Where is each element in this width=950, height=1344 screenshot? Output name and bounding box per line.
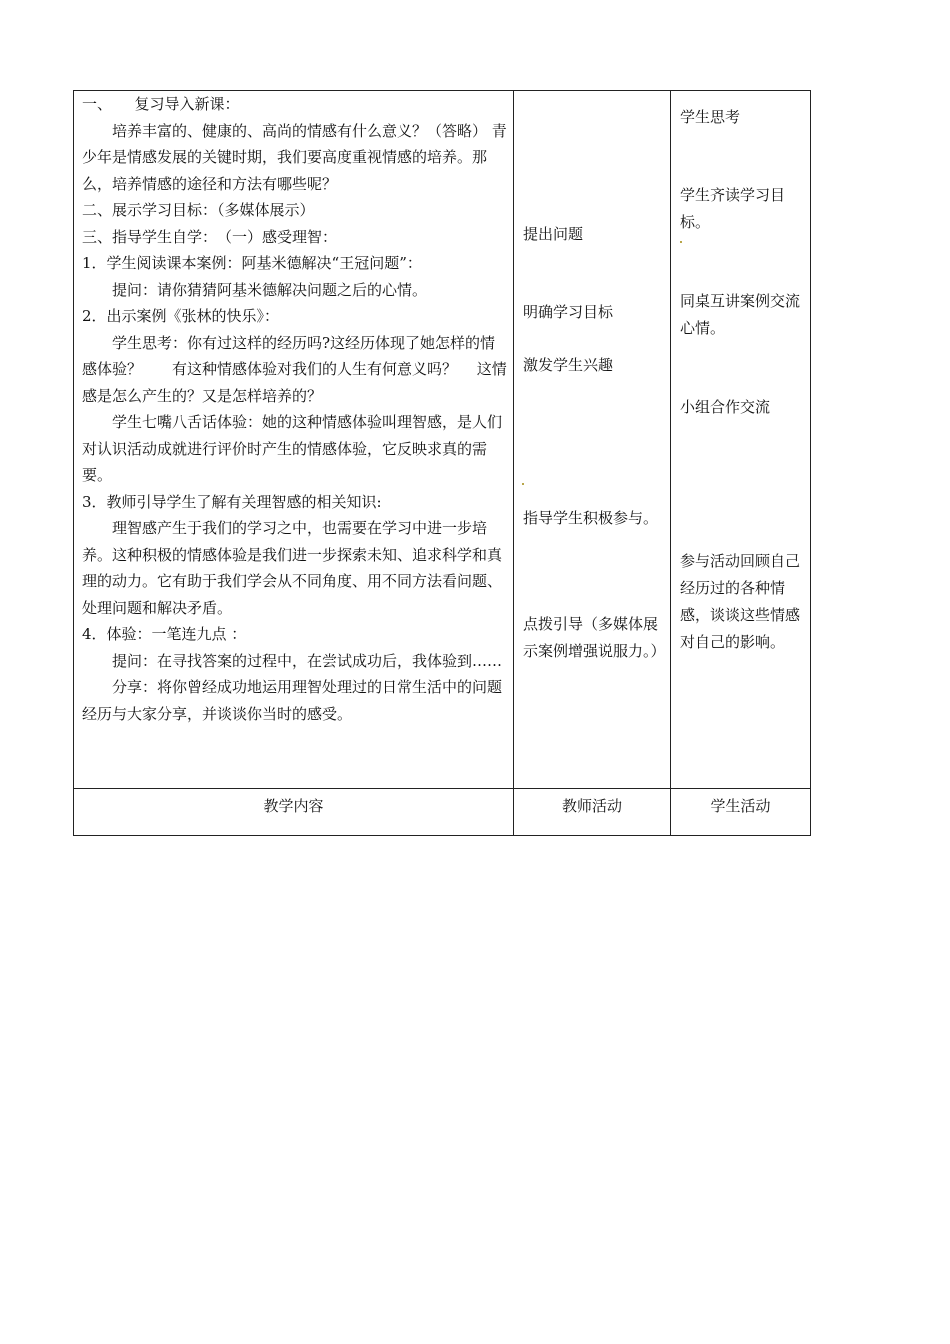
student-item: 学生齐读学习目标。	[680, 186, 786, 231]
content-row	[74, 91, 811, 789]
header-row	[74, 789, 811, 836]
speck-mark	[680, 241, 682, 243]
teacher-item: 激发学生兴趣	[523, 356, 614, 374]
student-activity-cell	[671, 91, 811, 789]
student-item: 同桌互讲案例交流心情。	[680, 292, 801, 337]
header-teaching-content: 教学内容	[74, 789, 514, 836]
teacher-item: 点拨引导（多媒体展示案例增强说服力。）	[523, 615, 666, 660]
content-line: 提问：在寻找答案的过程中，在尝试成功后，我体验到……	[112, 651, 503, 670]
lesson-table	[73, 90, 811, 836]
student-item: 小组合作交流	[680, 398, 771, 416]
content-line: 提问：请你猜猜阿基米德解决问题之后的心情。	[112, 280, 428, 299]
student-item: 学生思考	[680, 108, 741, 126]
content-line: 1．学生阅读课本案例：阿基米德解决“王冠问题”：	[82, 254, 422, 272]
student-activity	[671, 91, 810, 788]
teaching-content-cell	[74, 91, 514, 789]
content-line: 二、展示学习目标：（多媒体展示）	[82, 201, 315, 219]
content-line: 4．体验：一笔连九点 ：	[82, 625, 247, 643]
content-line: 三、指导学生自学： （一）感受理智：	[82, 227, 338, 246]
teacher-item: 提出问题	[523, 225, 584, 243]
content-line: 培养丰富的、健康的、高尚的情感有什么意义？（答略） 青少年是情感发展的关键时期，我们要高度重视情感的培养。那么，培养情感的途径和方法有哪些呢？	[82, 121, 507, 193]
content-line: 学生思考：你有过这样的经历吗?这经历体现了她怎样的情感体验？ 有这种情感体验对我们的人生有何意义吗？ 这情感是怎么产生的？又是怎样培养的？	[82, 333, 507, 405]
content-line: 一、 复习导入新课：	[82, 95, 240, 113]
teacher-item: 明确学习目标	[523, 303, 614, 321]
header-teacher-activity: 教师活动	[514, 789, 671, 836]
teaching-content	[74, 91, 513, 727]
student-item: 参与活动回顾自己经历过的各种情感，谈谈这些情感对自己的影响。	[680, 552, 801, 651]
content-line: 分享：将你曾经成功地运用理智处理过的日常生活中的问题经历与大家分享，并谈谈你当时的感受。	[82, 678, 503, 723]
content-line: 学生七嘴八舌话体验：她的这种情感体验叫理智感，是人们对认识活动成就进行评价时产生的情感体验，它反映求真的需要。	[82, 413, 503, 484]
teacher-activity	[514, 91, 670, 788]
content-line: 2．出示案例《张林的快乐》：	[82, 307, 280, 325]
speck-mark	[522, 483, 524, 485]
content-line: 理智感产生于我们的学习之中，也需要在学习中进一步培养。这种积极的情感体验是我们进一步探索未知、追求科学和真理的动力。它有助于我们学会从不同角度、用不同方法看问题、处理问题和解决矛盾。	[82, 519, 503, 617]
header-student-activity: 学生活动	[671, 789, 811, 836]
teacher-activity-cell	[514, 91, 671, 789]
content-line: 3．教师引导学生了解有关理智感的相关知识:	[82, 492, 382, 511]
teacher-item: 指导学生积极参与。	[523, 509, 659, 527]
